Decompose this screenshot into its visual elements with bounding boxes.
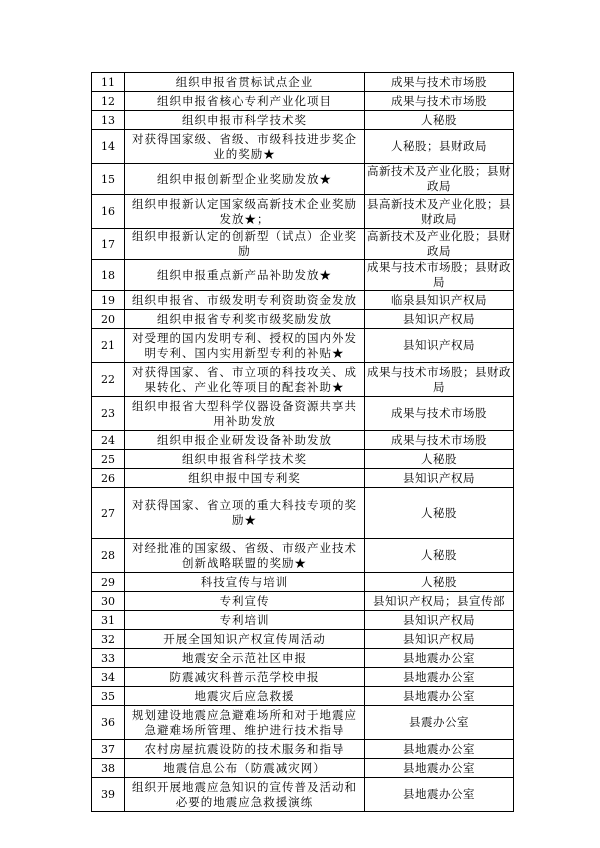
item-name: 地震灾后应急救援: [125, 687, 365, 706]
responsible-department: 临泉县知识产权局: [365, 291, 514, 310]
item-name: 对获得国家、省、市立项的科技攻关、成果转化、产业化等项目的配套补助★: [125, 363, 365, 397]
item-name: 开展全国知识产权宣传周活动: [125, 630, 365, 649]
row-number: 34: [92, 668, 125, 687]
row-number: 36: [92, 706, 125, 740]
responsible-department: 县震办公室: [365, 706, 514, 740]
item-name: 组织申报省、市级发明专利资助资金发放: [125, 291, 365, 310]
table-row: [92, 431, 514, 450]
table-row: [92, 469, 514, 488]
item-name: 组织申报新认定的创新型（试点）企业奖励: [125, 229, 365, 260]
responsible-department: 县地震办公室: [365, 778, 514, 812]
responsible-department: 县地震办公室: [365, 649, 514, 668]
responsible-department: 县地震办公室: [365, 668, 514, 687]
table-row: [92, 92, 514, 111]
responsible-department: 成果与技术市场股；县财政局: [365, 363, 514, 397]
responsible-department: 成果与技术市场股: [365, 397, 514, 431]
table-row: [92, 363, 514, 397]
table-row: [92, 195, 514, 229]
responsible-department: 成果与技术市场股: [365, 92, 514, 111]
row-number: 14: [92, 130, 125, 164]
row-number: 21: [92, 329, 125, 363]
item-name: 对经批准的国家级、省级、市级产业技术创新战略联盟的奖励★: [125, 539, 365, 573]
table-row: [92, 630, 514, 649]
item-name: 组织申报中国专利奖: [125, 469, 365, 488]
item-name: 组织申报企业研发设备补助发放: [125, 431, 365, 450]
table-row: [92, 73, 514, 92]
row-number: 33: [92, 649, 125, 668]
row-number: 20: [92, 310, 125, 329]
row-number: 12: [92, 92, 125, 111]
responsible-department: 人秘股: [365, 573, 514, 592]
item-name: 地震信息公布（防震减灾网）: [125, 759, 365, 778]
item-name: 组织申报省科学技术奖: [125, 450, 365, 469]
row-number: 31: [92, 611, 125, 630]
item-name: 科技宣传与培训: [125, 573, 365, 592]
responsible-department: 高新技术及产业化股；县财政局: [365, 164, 514, 195]
table-row: [92, 759, 514, 778]
table-row: [92, 310, 514, 329]
item-name: 组织申报省专利奖市级奖励发放: [125, 310, 365, 329]
responsible-department: 县知识产权局: [365, 310, 514, 329]
responsible-department: 高新技术及产业化股；县财政局: [365, 229, 514, 260]
row-number: 17: [92, 229, 125, 260]
item-name: 地震安全示范社区申报: [125, 649, 365, 668]
row-number: 19: [92, 291, 125, 310]
responsible-department: 县知识产权局: [365, 329, 514, 363]
row-number: 13: [92, 111, 125, 130]
row-number: 16: [92, 195, 125, 229]
row-number: 15: [92, 164, 125, 195]
row-number: 28: [92, 539, 125, 573]
item-name: 农村房屋抗震设防的技术服务和指导: [125, 740, 365, 759]
table-row: [92, 229, 514, 260]
table-row: [92, 649, 514, 668]
item-name: 组织申报省贯标试点企业: [125, 73, 365, 92]
row-number: 22: [92, 363, 125, 397]
responsible-department: 县知识产权局: [365, 630, 514, 649]
row-number: 35: [92, 687, 125, 706]
responsible-department: 县高新技术及产业化股；县财政局: [365, 195, 514, 229]
responsible-department: 县地震办公室: [365, 759, 514, 778]
row-number: 37: [92, 740, 125, 759]
table-row: [92, 778, 514, 812]
table-row: [92, 687, 514, 706]
table-row: [92, 706, 514, 740]
table-row: [92, 111, 514, 130]
item-name: 组织申报省核心专利产业化项目: [125, 92, 365, 111]
responsible-department: 县地震办公室: [365, 740, 514, 759]
table-row: [92, 450, 514, 469]
row-number: 39: [92, 778, 125, 812]
row-number: 25: [92, 450, 125, 469]
row-number: 30: [92, 592, 125, 611]
table-body: [92, 73, 514, 812]
row-number: 32: [92, 630, 125, 649]
table-row: [92, 260, 514, 291]
item-name: 防震减灾科普示范学校申报: [125, 668, 365, 687]
table-row: [92, 668, 514, 687]
responsible-department: 县知识产权局；县宣传部: [365, 592, 514, 611]
row-number: 38: [92, 759, 125, 778]
responsible-department: 人秘股: [365, 450, 514, 469]
responsible-department: 人秘股: [365, 488, 514, 539]
item-name: 专利培训: [125, 611, 365, 630]
item-name: 组织申报市科学技术奖: [125, 111, 365, 130]
item-name: 组织开展地震应急知识的宣传普及活动和必要的地震应急救援演练: [125, 778, 365, 812]
table-row: [92, 539, 514, 573]
responsible-department: 人秘股: [365, 539, 514, 573]
item-name: 规划建设地震应急避难场所和对于地震应急避难场所管理、维护进行技术指导: [125, 706, 365, 740]
item-name: 对获得国家级、省级、市级科技进步奖企业的奖励★: [125, 130, 365, 164]
responsible-department: 县地震办公室: [365, 687, 514, 706]
item-name: 组织申报创新型企业奖励发放★: [125, 164, 365, 195]
responsible-department: 人秘股；县财政局: [365, 130, 514, 164]
table-row: [92, 573, 514, 592]
table-row: [92, 291, 514, 310]
item-name: 组织申报重点新产品补助发放★: [125, 260, 365, 291]
table-row: [92, 488, 514, 539]
row-number: 27: [92, 488, 125, 539]
table-row: [92, 164, 514, 195]
row-number: 18: [92, 260, 125, 291]
row-number: 11: [92, 73, 125, 92]
responsible-department: 成果与技术市场股: [365, 73, 514, 92]
responsible-department: 成果与技术市场股；县财政局: [365, 260, 514, 291]
row-number: 24: [92, 431, 125, 450]
responsible-department: 人秘股: [365, 111, 514, 130]
item-name: 组织申报新认定国家级高新技术企业奖励发放★；: [125, 195, 365, 229]
item-name: 对获得国家、省立项的重大科技专项的奖励★: [125, 488, 365, 539]
table-row: [92, 329, 514, 363]
table-row: [92, 740, 514, 759]
table-row: [92, 611, 514, 630]
item-name: 专利宣传: [125, 592, 365, 611]
responsible-department: 成果与技术市场股: [365, 431, 514, 450]
responsible-department: 县知识产权局: [365, 469, 514, 488]
item-name: 组织申报省大型科学仪器设备资源共享共用补助发放: [125, 397, 365, 431]
row-number: 26: [92, 469, 125, 488]
item-name: 对受理的国内发明专利、授权的国内外发明专利、国内实用新型专利的补贴★: [125, 329, 365, 363]
table-row: [92, 397, 514, 431]
row-number: 29: [92, 573, 125, 592]
responsible-department: 县知识产权局: [365, 611, 514, 630]
services-table: [91, 72, 514, 812]
table-row: [92, 130, 514, 164]
row-number: 23: [92, 397, 125, 431]
table-row: [92, 592, 514, 611]
